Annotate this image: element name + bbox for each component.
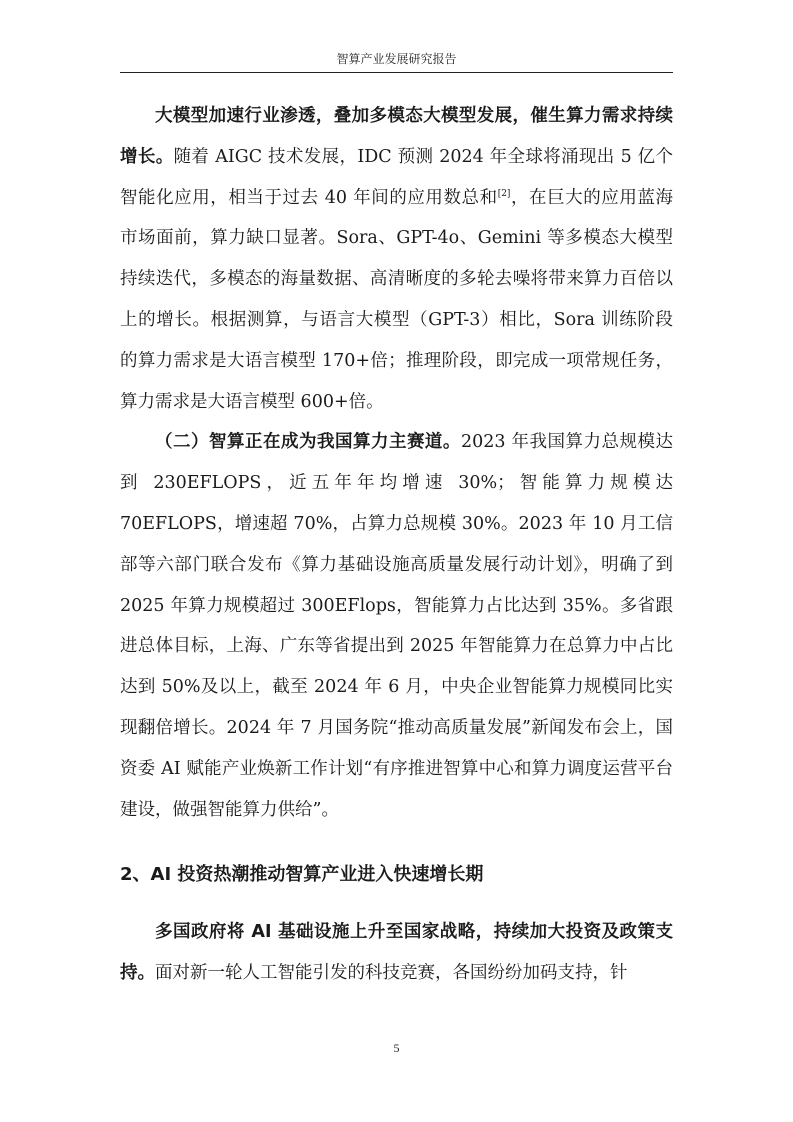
page-header-title: 智算产业发展研究报告: [336, 52, 457, 66]
citation-ref: [2]: [497, 188, 511, 199]
paragraph-lead-bold: 大模型加速行业渗透，叠加多模态大模型发展，催生算力需求持续增长。: [120, 106, 673, 167]
paragraph-lead-bold: （二）智算正在成为我国算力主赛道。: [155, 432, 461, 453]
paragraph-text-cont: ，在巨大的应用蓝海市场面前，算力缺口显著。Sora、GPT-4o、Gemini 等多模态大模型持续迭代，多模态的海量数据、高清晰度的多轮去噪将带来算力百倍以上的增长。根据测算，与语言大模型（GPT-3）相比，Sora 训练阶段的算力需求是大语言模型 170+倍；推理阶段，即完成一项常规任务，算力需求是大语言模型 600+倍。: [120, 187, 673, 412]
section-heading: 2、AI 投资热潮推动智算产业进入快速增长期: [120, 864, 484, 886]
header-divider: [120, 72, 673, 73]
paragraph-national-strategy: [120, 912, 673, 994]
paragraph-model-penetration: [120, 96, 673, 422]
paragraph-text: 随着 AIGC 技术发展，IDC 预测 2024 年全球将涌现出 5 亿个智能化应用，相当于过去 40 年间的应用数总和: [120, 146, 673, 208]
paragraph-intelligent-computing: [120, 422, 673, 830]
page-body: [120, 96, 673, 994]
paragraph-text: 面对新一轮人工智能引发的科技竞赛，各国纷纷加码支持，针: [155, 963, 628, 984]
page-number: 5: [393, 1041, 400, 1055]
paragraph-text: 2023 年我国算力总规模达到 230EFLOPS，近五年年均增速 30%；智能算力规模达 70EFLOPS，增速超 70%，占算力总规模 30%。2023 年 10 月工信部等六部门联合发布《算力基础设施高质量发展行动计划》，明确了到 2025 年算力规模超过 300EFlops，智能算力占比达到 35%。多省跟进总体目标，上海、广东等省提出到 2025 年智能算力在总算力中占比达到 50%及以上，截至 2024 年 6 月，中央企业智能算力规模同比实现翻倍增长。2024 年 7 月国务院“推动高质量发展”新闻发布会上，国资委 AI 赋能产业焕新工作计划“有序推进智算中心和算力调度运营平台建设，做强智能算力供给”。: [120, 432, 673, 820]
paragraph-lead-bold: 多国政府将 AI 基础设施上升至国家战略，持续加大投资及政策支持。: [120, 922, 673, 984]
